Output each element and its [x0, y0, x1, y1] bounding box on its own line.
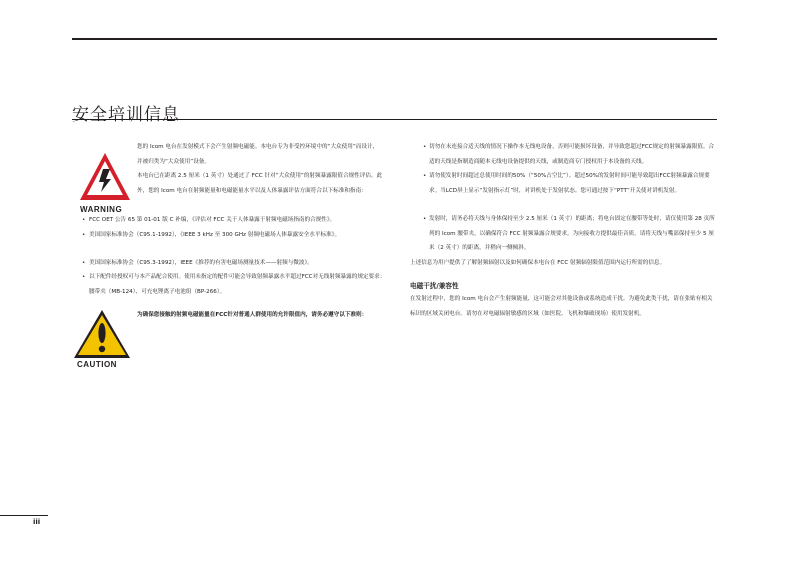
- warning-paragraph-2: 本电台已在距离 2.5 厘米（1 英寸）处通过了 FCC 针对“大众使用”的射频暴露限值合规性评估。此外，您的 Icom 电台在射频能量和电磁能量水平以及人体暴露评估方面符合以下标准和指南：: [137, 173, 383, 194]
- right-summary: 上述信息为用户提供了了解射频辐射以及如何确保本电台在 FCC 射频辐射限值范围内运行所需的信息。: [410, 260, 666, 266]
- emi-text: 在发射过程中，您的 Icom 电台会产生射频能量，这可能会对其他设备或系统造成干扰。为避免此类干扰，请在张贴有相关标识的区域关闭电台。请勿在对电磁辐射敏感的区域（如医院、飞机和爆破现场）使用发射机。: [410, 296, 713, 317]
- caution-label: CAUTION: [77, 360, 117, 369]
- right-bullet-1: 切勿在未连接合适天线的情况下操作本无线电设备，否则可能损坏设备，并导致您超过FCC规定的射频暴露限值。合适的天线是指制造商随本无线电设备提供的天线，或制造商专门授权用于本设备的天线。: [429, 144, 715, 165]
- emi-heading: 电磁干扰/兼容性: [410, 282, 459, 290]
- page-title: 安全培训信息: [72, 105, 180, 125]
- right-bullet-3: 发射时，请务必将天线与身体保持至少 2.5 厘米（1 英寸）的距离；将电台固定在腰带等处时，请仅使用第 28 页所列的 Icom 腰带夹，以确保符合 FCC 射频暴露合规要求。为向接收方提供最佳音质，请将天线与嘴部保持至少 5 厘米（2 英寸）的距离，并稍向一侧倾斜。: [429, 216, 715, 252]
- bullet-marker: •: [82, 217, 86, 223]
- bullet-marker: •: [82, 260, 86, 266]
- warning-bullet-4: 以下配件经授权可与本产品配合使用。使用未指定的配件可能会导致射频暴露水平超过FCC对无线射频暴露的规定要求：腰带夹（MB-124）、可充电锂离子电池组（BP-266）。: [89, 274, 386, 295]
- warning-bullet-2: 美国国家标准协会（C95.1-1992），《IEEE 3 kHz 至 300 GHz 射频电磁场人体暴露安全水平标准》。: [89, 232, 341, 238]
- footer-rule: [0, 515, 48, 516]
- caution-icon: [72, 308, 132, 360]
- warning-bullet-1: FCC OET 公告 65 第 01-01 版 C 补编，《评估对 FCC 关于人体暴露于射频电磁场指南的合规性》。: [89, 217, 336, 223]
- warning-label: WARNING: [80, 205, 123, 214]
- caution-text: 为确保您接触的射频电磁能量在FCC针对普通人群使用的允许限值内，请务必遵守以下准则：: [137, 312, 368, 318]
- warning-icon: [78, 150, 132, 205]
- warning-paragraph-1: 您的 Icom 电台在发射模式下会产生射频电磁能。本电台专为非受控环境中的“大众使用”而设计，并被归类为“大众使用”设备。: [137, 144, 379, 165]
- bullet-marker: •: [82, 274, 86, 280]
- top-rule: [72, 38, 717, 40]
- bullet-marker: •: [423, 216, 427, 222]
- bullet-marker: •: [423, 173, 427, 179]
- page-number: iii: [33, 518, 41, 526]
- bullet-marker: •: [82, 232, 86, 238]
- right-bullet-2: 请勿使发射时间超过总使用时间的50%（“50%占空比”）。超过50%的发射时间可能导致超出FCC射频暴露合规要求。当LCD屏上显示“发射指示灯”时，对讲机处于发射状态。您可通过按下“PTT”开关使对讲机发射。: [429, 173, 710, 194]
- bullet-marker: •: [423, 144, 427, 150]
- warning-bullet-3: 美国国家标准协会（C95.3-1992），IEEE《推荐的有害电磁场测量技术——射频与微波》。: [89, 260, 313, 266]
